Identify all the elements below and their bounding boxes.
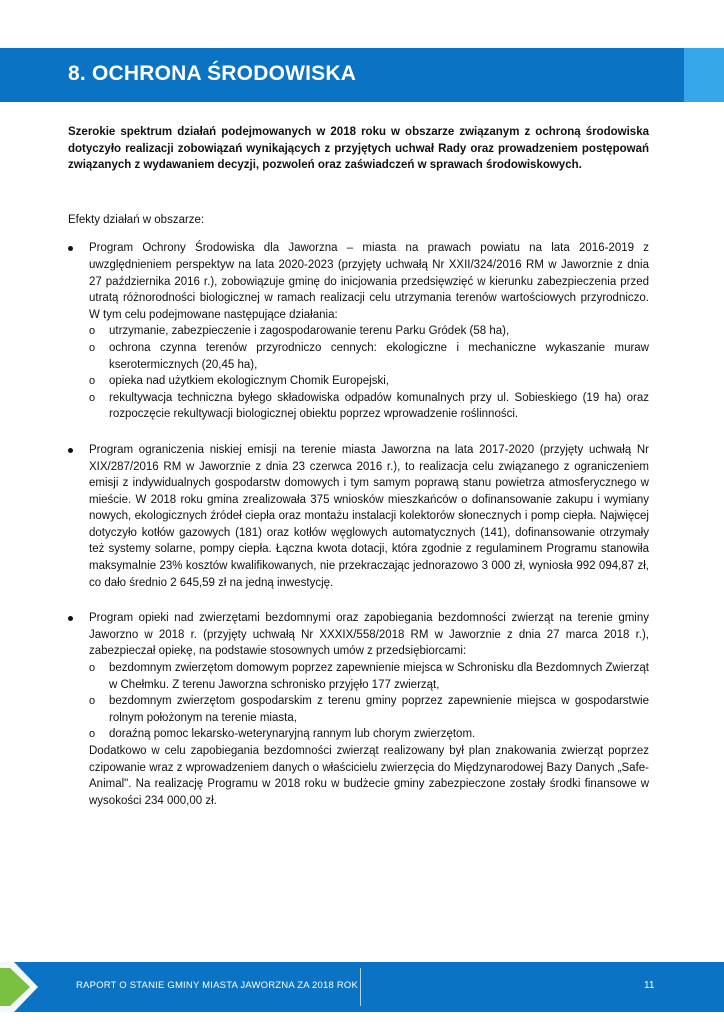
circle-bullet-icon: o [89,695,96,708]
header-band [0,48,724,102]
sub-list-item [89,390,649,423]
sub-item-text: rekultywacja techniczna byłego składowiska odpadów komunalnych przy ul. Sobieskiego (19 ha) oraz rozpoczęcie rekultywacji biologicznej obiektu poprzez wprowadzenie roślinności. [109,391,649,421]
footer-bottom-strip [0,1012,724,1024]
bullet-icon [68,246,73,251]
page-footer [0,962,724,1024]
circle-bullet-icon: o [89,341,96,354]
sub-item-text: bezdomnym zwierzętom gospodarskim z terenu gminy poprzez zapewnienie miejsca w gospodarstwie rolnym położonym na terenie miasta, [109,695,649,724]
sub-item-text: opieka nad użytkiem ekologicznym Chomik Europejski, [109,375,389,388]
list-item [68,240,649,423]
bullet-icon [68,616,73,621]
section-subtitle: Efekty działań w obszarze: [68,213,205,226]
sub-list-item [89,660,649,693]
footer-text: RAPORT O STANIE GMINY MIASTA JAWORZNA ZA 2018 ROK [76,980,359,991]
extra-paragraph: Dodatkowo w celu zapobiegania bezdomności zwierząt realizowany był plan znakowania zwierząt poprzez czipowanie wraz z wprowadzeniem danych o właścicielu zwierzęcia do Międzynarodowej Bazy Danych „Safe-Animal". Na realizację Programu w 2018 roku w budżecie gminy zabezpieczone zostały środki finansowe w wysokości 234 000,00 zł. [89,745,649,807]
bullet-text: Program ograniczenia niskiej emisji na terenie miasta Jaworzna na lata 2017-2020 (przyjęty uchwałą Nr XIX/287/2016 RM w Jaworznie z dnia 23 czerwca 2016 r.), to realizacja celu związanego z ograniczeniem emisji z indywidualnych gospodarstw domowych i tym samym poprawą stanu powietrza atmosferycznego w mieście. W 2018 roku gmina zrealizowała 375 wniosków mieszkańców o dofinansowanie zakupu i wymiany nowych, ekologicznych źródeł ciepła oraz montażu instalacji kolektorów słonecznych i pomp ciepła. Najwięcej dotyczyło kotłów gazowych (181) oraz kotłów węglowych automatycznych (141), dofinansowanie otrzymały też systemy solarne, pompy ciepła. Łączna kwota dotacji, która zgodnie z regulaminem Programu stanowiła maksymalnie 23% kosztów kwalifikowanych, nie przekraczając jednorazowo 3 000 zł, wyniosła 992 094,87 zł, co dało średnio 2 645,59 zł na jedną inwestycję. [89,443,649,589]
page-number: 11 [644,980,655,991]
intro-paragraph: Szerokie spektrum działań podejmowanych w 2018 roku w obszarze związanym z ochroną środowiska dotyczyło realizacji zobowiązań wynikających z przyjętych uchwał Rady oraz prowadzeniem postępowań związanych z wydawaniem decyzji, pozwoleń oraz zaświadczeń w sprawach środowiskowych. [68,126,649,172]
footer-divider [360,968,361,1006]
list-item [68,442,649,591]
sub-list-item [89,340,649,373]
bullet-icon [68,448,73,453]
sub-list-item [89,323,649,340]
sub-item-text: doraźną pomoc lekarsko-weterynaryjną rannym lub chorym zwierzętom. [109,728,476,741]
sub-item-text: bezdomnym zwierzętom domowym poprzez zapewnienie miejsca w Schronisku dla Bezdomnych Zwierząt w Chełmku. Z terenu Jaworzna schronisko przyjęło 177 zwierząt, [109,662,649,691]
circle-bullet-icon: o [89,391,96,404]
circle-bullet-icon: o [89,325,96,338]
page-title: 8. OCHRONA ŚRODOWISKA [68,62,357,85]
list-item [68,610,649,809]
sub-item-text: ochrona czynna terenów przyrodniczo cennych: ekologiczne i mechaniczne wykaszanie muraw kserotermicznych (20,45 ha), [109,341,649,371]
circle-bullet-icon: o [89,375,96,388]
bullet-text: Program opieki nad zwierzętami bezdomnymi oraz zapobiegania bezdomności zwierząt na terenie gminy Jaworzno w 2018 r. (przyjęty uchwałą Nr XXXIX/558/2018 RM w Jaworznie z dnia 27 marca 2018 r.), zabezpieczał opiekę, na podstawie stosownych umów z przedsiębiorcami: [89,612,649,658]
header-accent [684,48,724,102]
bullet-text: Program Ochrony Środowiska dla Jaworzna – miasta na prawach powiatu na lata 2016-2019 z uwzględnieniem perspektyw na lata 2020-2023 (przyjęty uchwałą Nr XXII/324/2016 RM w Jaworznie z dnia 27 października 2016 r.), zobowiązuje gminę do inicjowania przedsięwzięć w kierunku zabezpieczenia przed utratą różnorodności biologicznej w ramach realizacji celu utrzymania terenów wartościowych przyrodniczo. W tym celu podejmowane następujące działania: [89,242,649,321]
page-content [68,124,649,828]
effects-list [68,240,649,809]
sub-item-text: utrzymanie, zabezpieczenie i zagospodarowanie terenu Parku Gródek (58 ha), [109,325,510,338]
chevron-logo-icon [0,962,50,1012]
circle-bullet-icon: o [89,662,96,675]
sub-list [89,660,649,743]
header-bar [0,48,684,102]
circle-bullet-icon: o [89,728,96,741]
sub-list-item [89,726,649,743]
sub-list-item [89,373,649,390]
sub-list-item [89,693,649,726]
sub-list [89,323,649,423]
